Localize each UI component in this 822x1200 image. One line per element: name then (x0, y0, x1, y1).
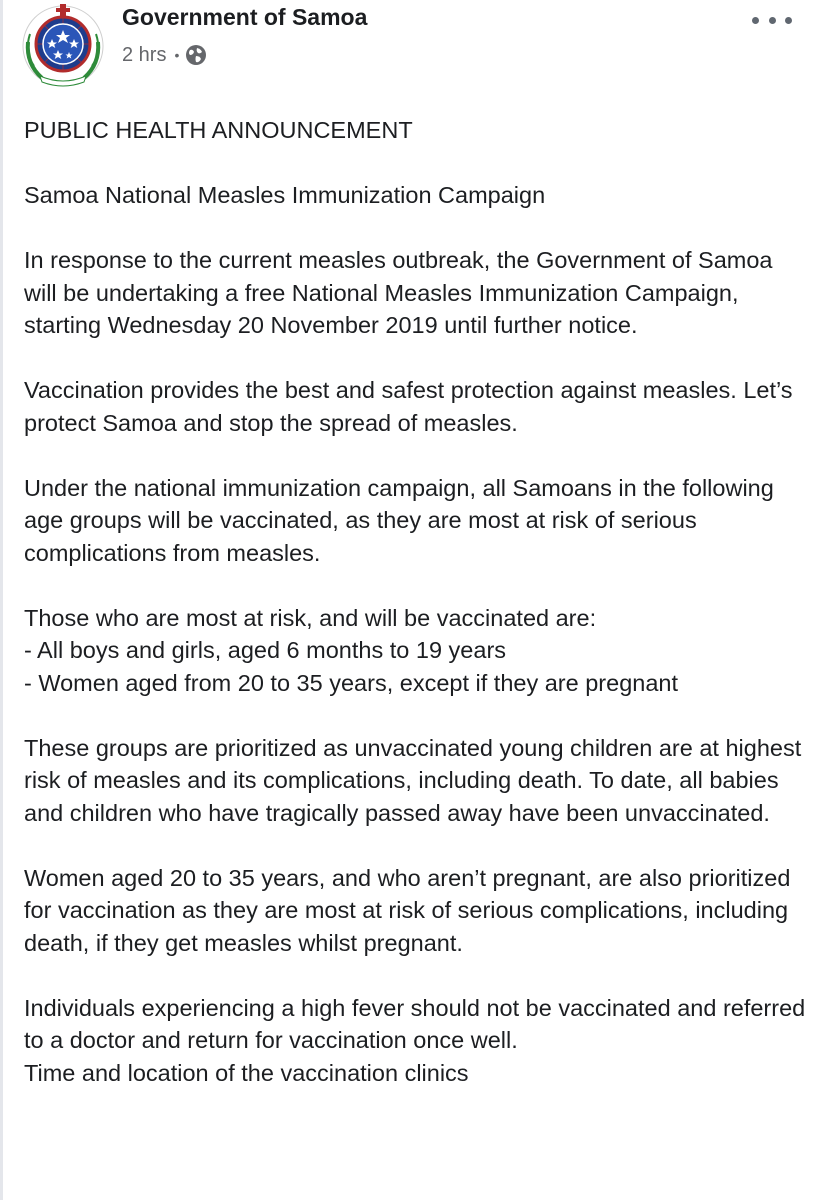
more-options-button[interactable] (752, 12, 792, 28)
paragraph-campaign-start: In response to the current measles outbreak, the Government of Samoa will be undertaking a free National Measles Immunization Campaign, starting Wednesday 20 November 2019 until further notice. (24, 247, 773, 338)
paragraph-fever-guidance (24, 992, 809, 1090)
samoa-government-seal-icon (20, 2, 106, 88)
more-dots-icon (752, 17, 759, 24)
author-name[interactable]: Government of Samoa (122, 4, 368, 30)
paragraph-women-priority: Women aged 20 to 35 years, and who aren’t pregnant, are also prioritized for vaccination as they are most at risk of serious complications, including death, if they get measles whilst pregnant. (24, 864, 791, 956)
post-meta (122, 42, 207, 68)
clinics-info-text: Time and location of the vaccination clinics (24, 1059, 469, 1086)
campaign-title: Samoa National Measles Immunization Campaign (24, 182, 546, 208)
post-body (24, 114, 809, 1122)
avatar[interactable] (20, 2, 106, 88)
more-dots-icon (769, 17, 776, 24)
paragraph-children-priority: These groups are prioritized as unvaccinated young children are at highest risk of measles and its complications, including death. To date, all babies and children who have tragically passed away have been unvaccinated. (24, 734, 802, 826)
post-timestamp[interactable]: 2 hrs (122, 43, 167, 66)
post-card-left-border (0, 0, 3, 1200)
globe-icon[interactable] (185, 44, 207, 66)
paragraph-age-groups: Under the national immunization campaign, all Samoans in the following age groups will be vaccinated, as they are most at risk of serious complications from measles. (24, 474, 774, 566)
fever-guidance-text: Individuals experiencing a high fever should not be vaccinated and referred to a doctor and return for vaccination once well. (24, 994, 806, 1053)
announcement-heading: PUBLIC HEALTH ANNOUNCEMENT (24, 117, 413, 143)
risk-item: - Women aged from 20 to 35 years, except if they are pregnant (24, 669, 679, 696)
risk-item: - All boys and girls, aged 6 months to 19 years (24, 637, 507, 663)
risk-intro: Those who are most at risk, and will be vaccinated are: (24, 604, 597, 631)
risk-groups-list (24, 602, 809, 700)
more-dots-icon (785, 17, 792, 24)
meta-separator: • (174, 47, 180, 63)
paragraph-vaccination-protection: Vaccination provides the best and safest protection against measles. Let’s protect Samoa and stop the spread of measles. (24, 377, 793, 436)
post-header (0, 0, 822, 100)
